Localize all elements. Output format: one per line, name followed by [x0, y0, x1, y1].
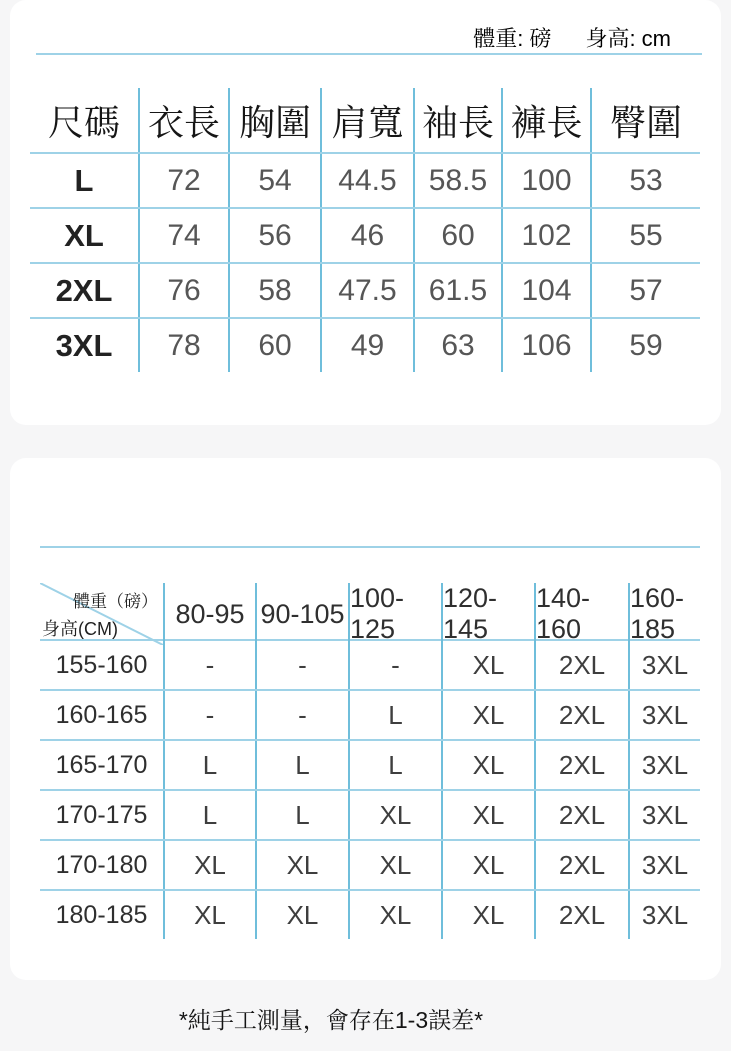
- fit-size-cell: -: [165, 641, 257, 689]
- size-value-cell: 100: [503, 154, 592, 207]
- size-table: [30, 88, 700, 372]
- weight-unit-label: 體重: 磅: [473, 26, 552, 51]
- fit-size-cell: XL: [165, 841, 257, 889]
- size-value-cell: 60: [230, 319, 322, 372]
- size-value-cell: 57: [629, 273, 663, 307]
- fit-size-cell: 3XL: [641, 899, 689, 930]
- fit-table-header-row: [40, 583, 700, 644]
- size-value-cell: 55: [629, 218, 663, 252]
- fit-size-cell: XL: [257, 891, 350, 939]
- measurement-note: *純手工測量，會存在1-3誤差*: [178, 1007, 484, 1033]
- size-value-cell: 59: [629, 328, 663, 362]
- fit-table-row: [40, 639, 700, 689]
- fit-table-row: [40, 839, 700, 889]
- fit-size-cell: L: [350, 741, 443, 789]
- unit-legend: [473, 22, 671, 53]
- size-value-cell: 49: [322, 319, 415, 372]
- size-value-cell: 60: [415, 209, 503, 262]
- fit-size-cell: 2XL: [536, 841, 630, 889]
- fit-table-divider: [40, 546, 700, 548]
- fit-size-cell: XL: [165, 891, 257, 939]
- fit-size-cell: XL: [350, 791, 443, 839]
- fit-height-label-cell: 160-165: [40, 691, 165, 739]
- height-axis-label: 身高(CM): [42, 619, 118, 639]
- size-value-cell: 102: [503, 209, 592, 262]
- size-value-cell: 54: [230, 154, 322, 207]
- fit-table: [40, 583, 700, 939]
- fit-size-cell: L: [257, 741, 350, 789]
- size-value-cell: 74: [140, 209, 230, 262]
- size-table-row: [30, 152, 700, 207]
- size-value-cell: 47.5: [322, 264, 415, 317]
- size-table-row: [30, 262, 700, 317]
- fit-size-cell: 2XL: [536, 641, 630, 689]
- fit-size-cell: 2XL: [536, 691, 630, 739]
- fit-height-label-cell: 170-175: [40, 791, 165, 839]
- size-table-row: [30, 317, 700, 372]
- fit-height-label-cell: 170-180: [40, 841, 165, 889]
- fit-size-cell: -: [350, 641, 443, 689]
- fit-size-cell: XL: [443, 891, 536, 939]
- size-table-header-cell: 衣長: [140, 88, 230, 152]
- weight-axis-label: 體重（磅）: [73, 592, 158, 611]
- fit-size-cell: 2XL: [536, 791, 630, 839]
- size-label-cell: 2XL: [30, 264, 140, 317]
- height-unit-label: 身高: cm: [585, 26, 671, 51]
- fit-size-cell: 2XL: [536, 891, 630, 939]
- size-value-cell: 56: [230, 209, 322, 262]
- fit-size-cell: -: [165, 691, 257, 739]
- size-table-header-cell: 袖長: [415, 88, 503, 152]
- fit-weight-header-cell: 160-185: [630, 583, 685, 644]
- fit-size-cell: XL: [443, 691, 536, 739]
- legend-divider: [36, 53, 702, 55]
- fit-size-cell: L: [165, 741, 257, 789]
- size-value-cell: 61.5: [415, 264, 503, 317]
- size-value-cell: 53: [629, 163, 663, 197]
- fit-recommendation-card: [10, 458, 721, 980]
- fit-table-row: [40, 689, 700, 739]
- fit-size-cell: XL: [350, 841, 443, 889]
- size-value-cell: 104: [503, 264, 592, 317]
- size-label-cell: XL: [30, 209, 140, 262]
- fit-weight-header-cell: 140-160: [536, 583, 630, 645]
- size-table-header-cell: 尺碼: [30, 88, 140, 152]
- size-table-header-cell: 褲長: [503, 88, 592, 152]
- fit-size-cell: L: [165, 791, 257, 839]
- fit-weight-header-cell: 120-145: [443, 583, 536, 645]
- size-table-header-cell: 肩寬: [322, 88, 415, 152]
- fit-size-cell: -: [257, 641, 350, 689]
- fit-size-cell: XL: [257, 841, 350, 889]
- size-value-cell: 44.5: [322, 154, 415, 207]
- fit-size-cell: 3XL: [641, 849, 689, 880]
- fit-height-label-cell: 180-185: [40, 891, 165, 939]
- size-value-cell: 58.5: [415, 154, 503, 207]
- size-value-cell: 72: [140, 154, 230, 207]
- fit-size-cell: XL: [443, 841, 536, 889]
- size-table-header-row: [30, 88, 700, 152]
- fit-size-cell: XL: [443, 741, 536, 789]
- fit-table-row: [40, 739, 700, 789]
- fit-weight-header-cell: 80-95: [165, 583, 257, 645]
- fit-table-row: [40, 789, 700, 839]
- fit-size-cell: XL: [350, 891, 443, 939]
- fit-size-cell: 3XL: [641, 649, 689, 680]
- fit-size-cell: 3XL: [641, 749, 689, 780]
- size-label-cell: L: [30, 154, 140, 207]
- size-value-cell: 106: [503, 319, 592, 372]
- fit-size-cell: 2XL: [536, 741, 630, 789]
- fit-table-row: [40, 889, 700, 939]
- size-value-cell: 58: [230, 264, 322, 317]
- fit-size-cell: L: [350, 691, 443, 739]
- fit-weight-header-cell: 100-125: [350, 583, 443, 645]
- fit-height-label-cell: 155-160: [40, 641, 165, 689]
- fit-weight-header-cell: 90-105: [257, 583, 350, 645]
- size-value-cell: 63: [415, 319, 503, 372]
- fit-height-label-cell: 165-170: [40, 741, 165, 789]
- size-value-cell: 76: [140, 264, 230, 317]
- fit-size-cell: L: [257, 791, 350, 839]
- fit-size-cell: XL: [443, 791, 536, 839]
- size-table-header-cell: 臀圍: [609, 101, 682, 143]
- fit-size-cell: XL: [443, 641, 536, 689]
- size-value-cell: 46: [322, 209, 415, 262]
- fit-size-cell: -: [257, 691, 350, 739]
- size-value-cell: 78: [140, 319, 230, 372]
- measurement-table-card: [10, 0, 721, 425]
- fit-size-cell: 3XL: [641, 699, 689, 730]
- fit-corner-cell: [40, 583, 165, 645]
- size-label-cell: 3XL: [30, 319, 140, 372]
- size-table-header-cell: 胸圍: [230, 88, 322, 152]
- fit-size-cell: 3XL: [641, 799, 689, 830]
- size-table-row: [30, 207, 700, 262]
